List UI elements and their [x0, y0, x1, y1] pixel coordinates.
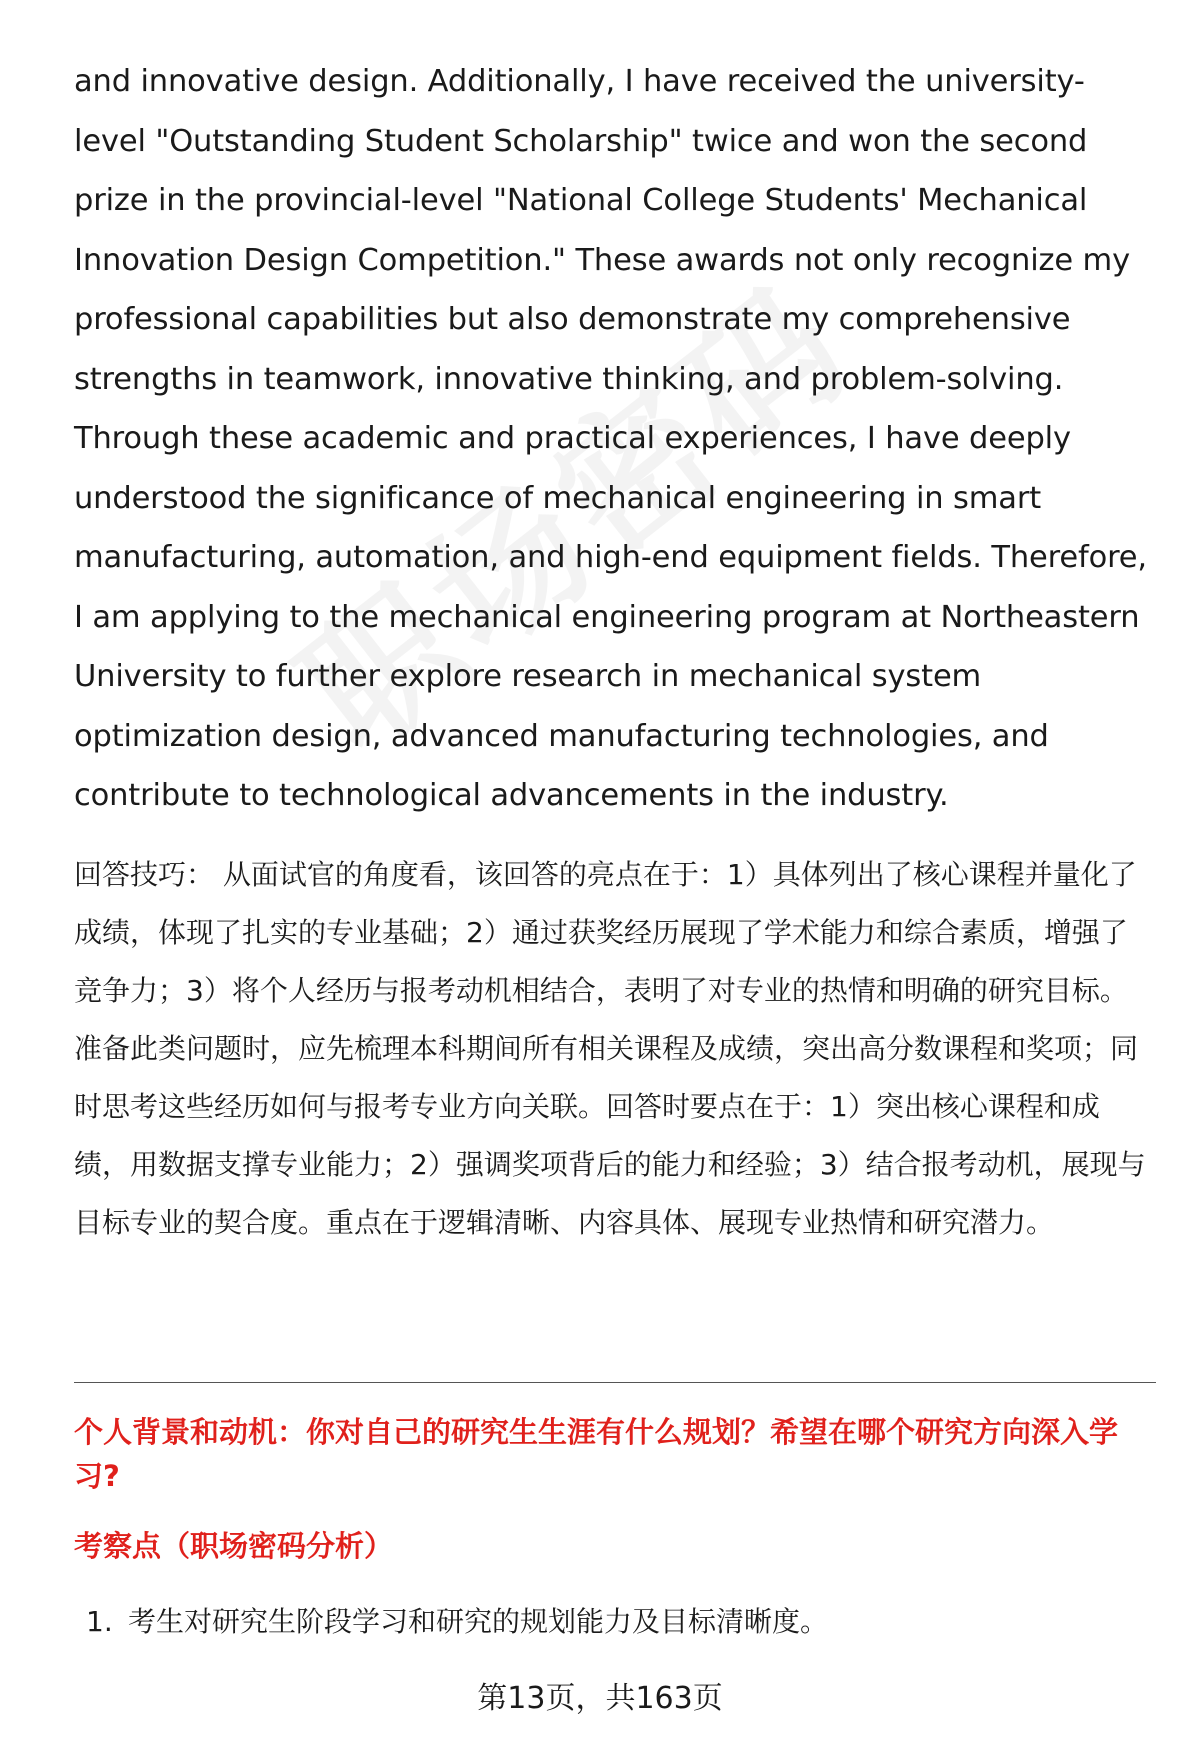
list-item-text: 考生对研究生阶段学习和研究的规划能力及目标清晰度。	[128, 1605, 829, 1638]
section-divider	[74, 1382, 1156, 1383]
answer-tips-paragraph: 回答技巧： 从面试官的角度看，该回答的亮点在于：1）具体列出了核心课程并量化了成绩，体现了扎实的专业基础；2）通过获奖经历展现了学术能力和综合素质，增强了竞争力；3）将个人经历与报考动机相结合，表明了对专业的热情和明确的研究目标。	[74, 857, 1137, 1007]
english-answer-paragraph: and innovative design. Additionally, I have received the university-level "Outstanding Student Scholarship" twice and won the second prize in the provincial-level "National College Students' Mechanical Innovation Design Competition." These awards not only recognize my professional capabilities but also demonstrate my comprehensive strengths in teamwork, innovative thinking, and problem-solving. Through these academic and practical experiences, I have deeply understood the significance of mechanical engineering in smart manufacturing, automation, and high-end equipment fields. Therefore, I am applying to the mechanical engineering program at Northeastern University to further explore research in mechanical system optimization design, advanced manufacturing technologies, and contribute to technological advancements in the industry.	[74, 64, 1147, 813]
preparation-paragraph: 准备此类问题时，应先梳理本科期间所有相关课程及成绩，突出高分数课程和奖项；同时思考这些经历如何与报考专业方向关联。回答时要点在于：1）突出核心课程和成绩，用数据支撑专业能力；2）强调奖项背后的能力和经验；3）结合报考动机，展现与目标专业的契合度。重点在于逻辑清晰、内容具体、展现专业热情和研究潜力。	[74, 1031, 1146, 1239]
list-item	[74, 1600, 1154, 1644]
assessment-points-heading: 考察点（职场密码分析）	[74, 1529, 394, 1563]
assessment-points-list	[74, 1600, 1154, 1644]
list-item-number: 1.	[86, 1605, 113, 1638]
page-number-footer: 第13页，共163页	[477, 1681, 723, 1716]
body-content	[74, 52, 1154, 1252]
question-heading: 个人背景和动机：你对自己的研究生生涯有什么规划？希望在哪个研究方向深入学习?	[74, 1415, 1119, 1493]
